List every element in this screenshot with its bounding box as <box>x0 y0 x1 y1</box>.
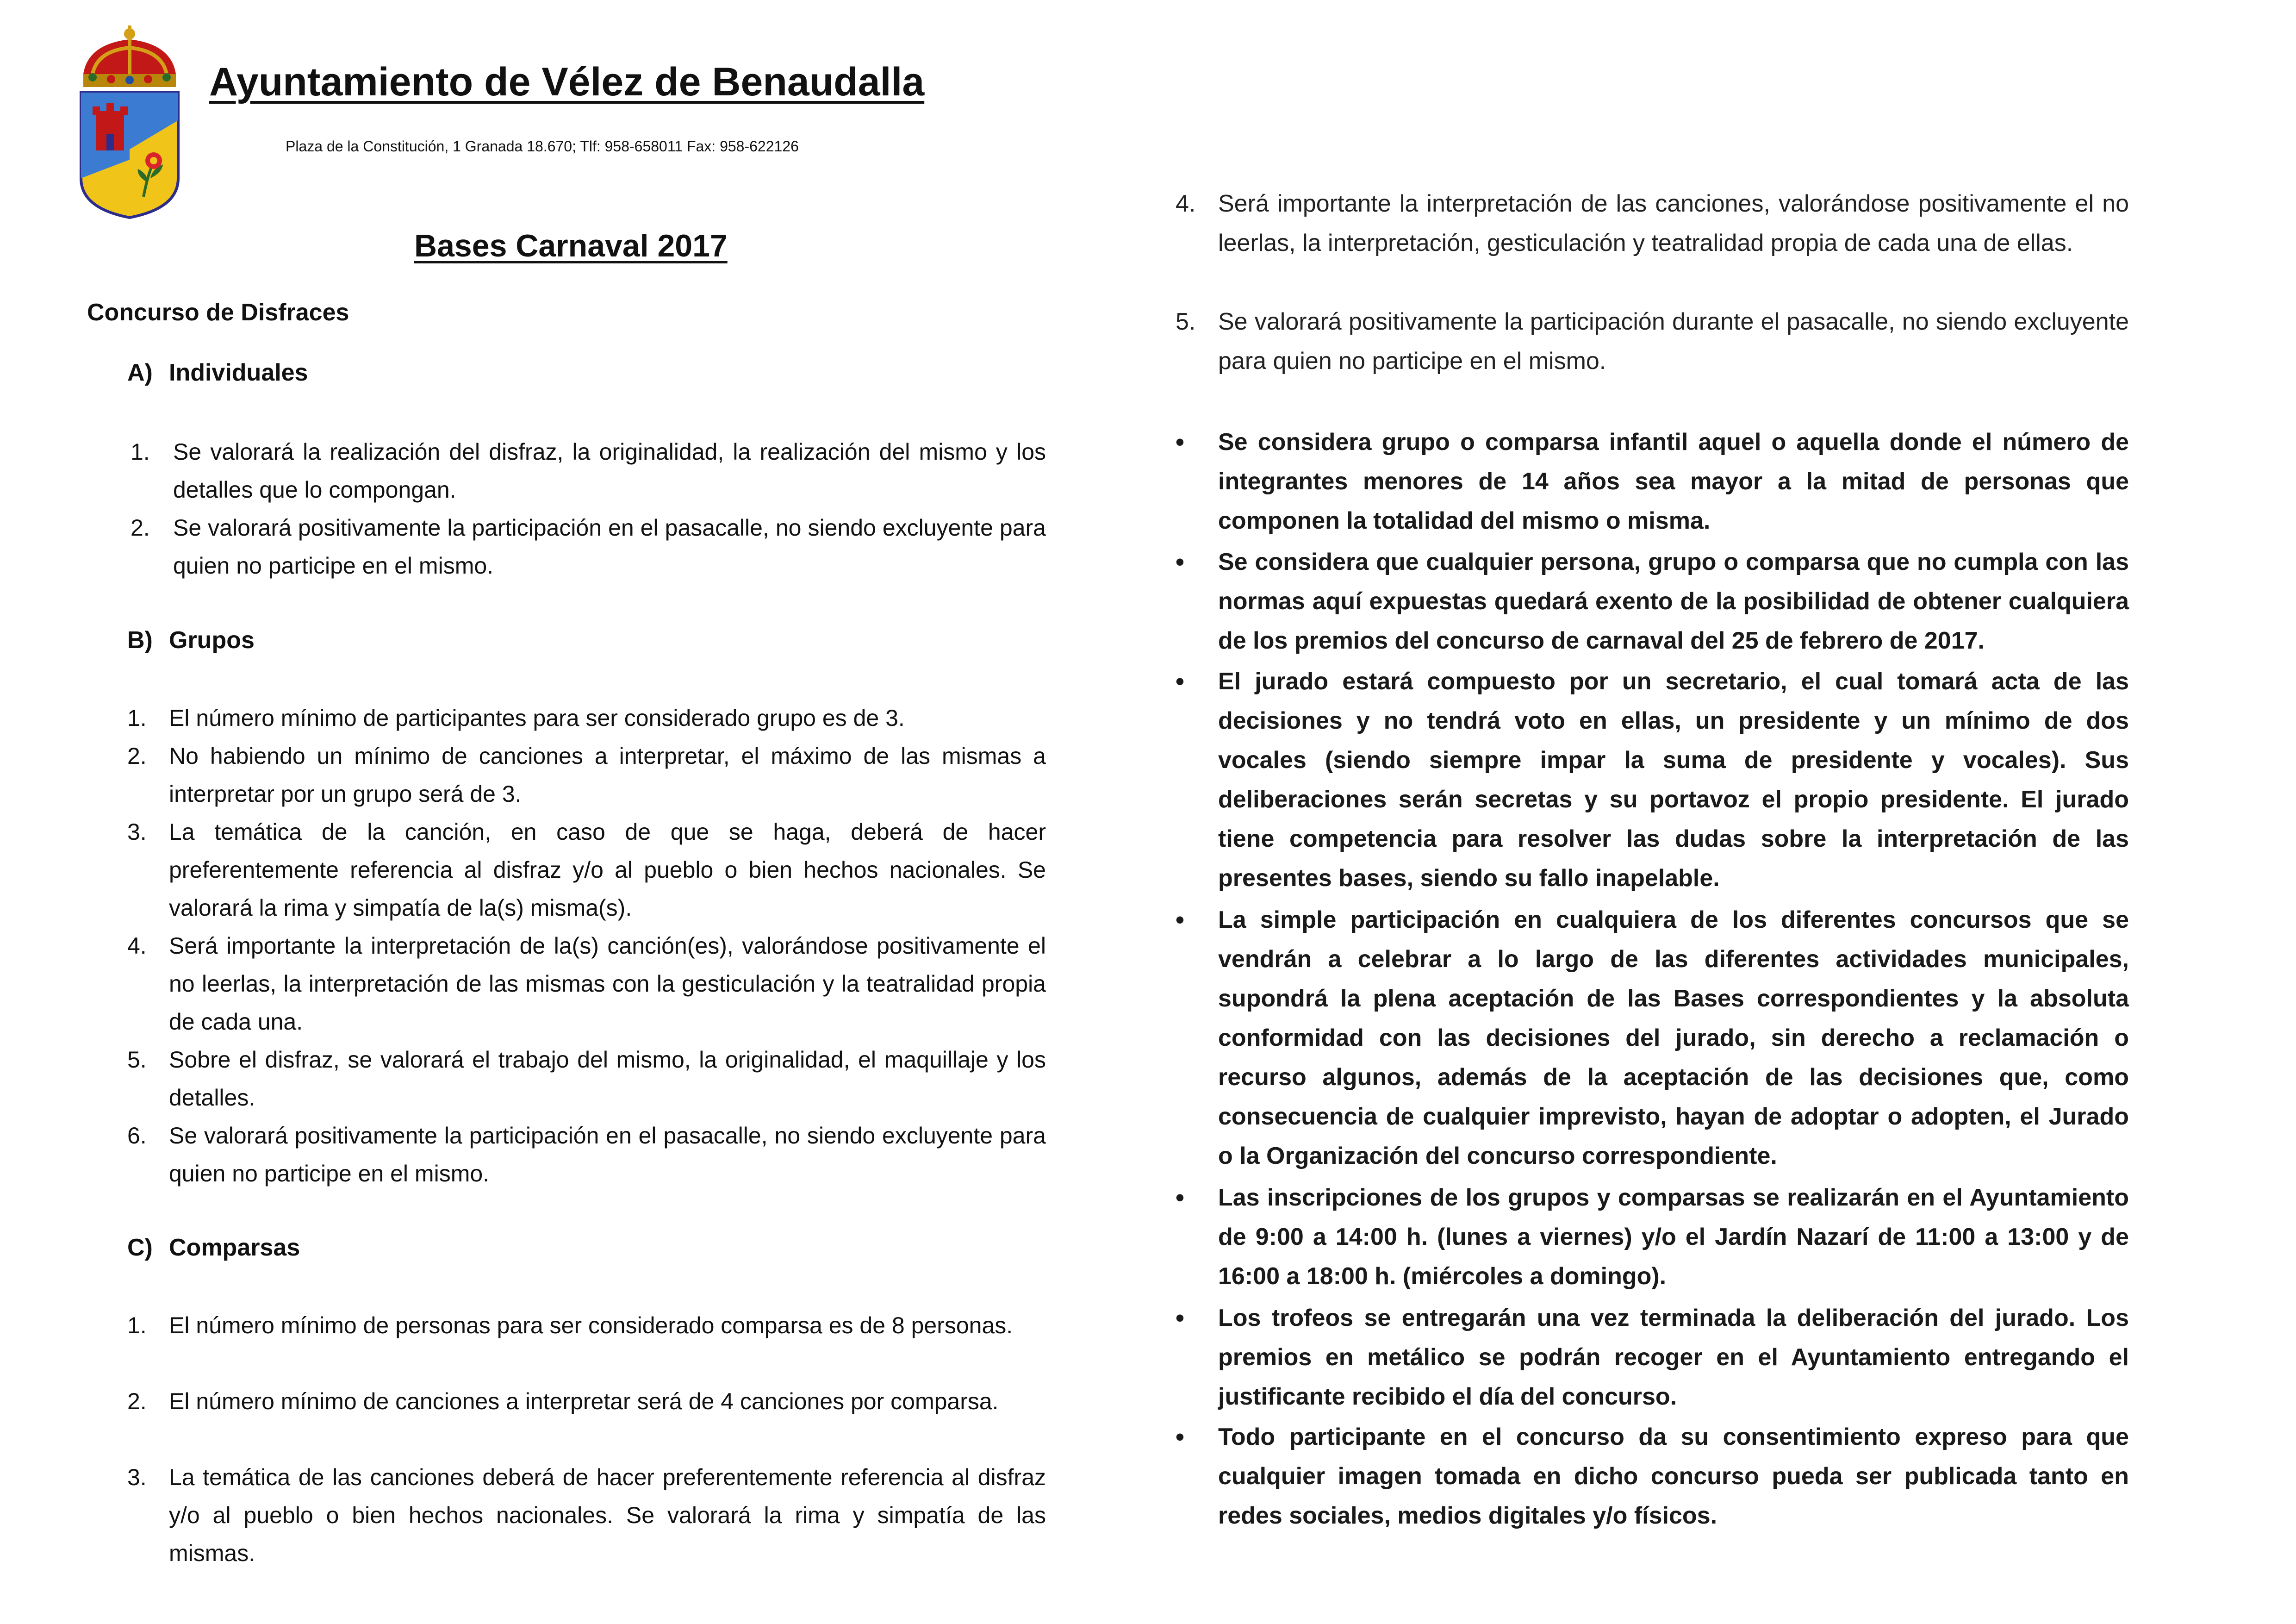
list-item <box>127 1117 1046 1193</box>
crown-icon <box>83 25 176 87</box>
rule-text: El jurado estará compuesto por un secretario, el cual tomará acta de las decisiones y no tendrá voto en ellas, un presidente y un mínimo de dos vocales (siendo siempre impar la suma de presidente y vocales). Sus deliberaciones serán secretas y su portavoz el propio presidente. El jurado tiene competencia para resolver las dudas sobre la interpretación de las presentes bases, siendo su fallo inapelable. <box>1218 668 2129 892</box>
bullet-icon: • <box>1176 548 1184 576</box>
list-item-text: La temática de las canciones deberá de hacer preferentemente referencia al disfraz y/o al pueblo o bien hechos nacionales. Se valorará la rima y simpatía de las mismas. <box>169 1464 1046 1566</box>
coat-of-arms-logo <box>74 25 185 220</box>
bullet-icon: • <box>1176 428 1184 456</box>
organization-name: Ayuntamiento de Vélez de Benaudalla <box>209 60 925 104</box>
list-item <box>1176 302 2129 381</box>
list-item-text: La temática de la canción, en caso de que se haga, deberá de hacer preferentemente referencia al disfraz y/o al pueblo o bien hechos nacionales. Se valorará la rima y simpatía de la(s) misma(s). <box>169 819 1046 921</box>
list-item <box>127 1306 1046 1344</box>
bullet-icon: • <box>1176 1184 1184 1212</box>
rule-text: Los trofeos se entregarán una vez terminada la deliberación del jurado. Los premios en metálico se podrán recoger en el Ayuntamiento entregando el justificante recibido el día del concurso. <box>1218 1305 2129 1410</box>
section-c-heading <box>127 1234 300 1262</box>
rule-text: La simple participación en cualquiera de los diferentes concursos que se vendrán a celebrar a lo largo de las diferentes actividades municipales, supondrá la plena aceptación de las Bases correspondientes y la absoluta conformidad con las decisiones del jurado, sin derecho a reclamación o recurso algunos, además de la aceptación de las decisiones que, como consecuencia de cualquier imprevisto, hayan de adoptar o adopten, el Jurado o la Organización del concurso correspondiente. <box>1218 906 2129 1169</box>
list-item-number: 1. <box>127 705 147 731</box>
list-item-number: 2. <box>127 743 147 769</box>
rule-item <box>1176 543 2129 661</box>
bullet-icon: • <box>1176 1423 1184 1451</box>
bullet-icon: • <box>1176 1304 1184 1332</box>
list-item-number: 1. <box>127 1312 147 1338</box>
rule-item <box>1176 1299 2129 1417</box>
section-c-label: Comparsas <box>169 1234 300 1261</box>
bullet-icon: • <box>1176 906 1184 934</box>
list-item-number: 2. <box>127 1388 147 1414</box>
rule-item <box>1176 662 2129 898</box>
section-b-label: Grupos <box>169 627 255 654</box>
list-item-text: El número mínimo de personas para ser considerado comparsa es de 8 personas. <box>169 1312 1013 1338</box>
list-item <box>127 1382 1046 1420</box>
list-item-text: Se valorará la realización del disfraz, la originalidad, la realización del mismo y los detalles que lo compongan. <box>173 439 1046 503</box>
rule-text: Todo participante en el concurso da su consentimiento expreso para que cualquier imagen tomada en dicho concurso pueda ser publicada tanto en redes sociales, medios digitales y/o físicos. <box>1218 1424 2129 1529</box>
list-item-number: 1. <box>131 439 150 465</box>
list-item-text: Se valorará positivamente la participación en el pasacalle, no siendo excluyente para quien no participe en el mismo. <box>169 1123 1046 1187</box>
list-item <box>127 813 1046 927</box>
list-item-number: 4. <box>127 933 147 959</box>
rule-text: Las inscripciones de los grupos y comparsas se realizarán en el Ayuntamiento de 9:00 a 14:00 h. (lunes a viernes) y/o el Jardín Nazarí de 11:00 a 13:00 y de 16:00 a 18:00 h. (miércoles a domingo). <box>1218 1184 2129 1290</box>
rule-item <box>1176 1418 2129 1536</box>
section-c-letter: C) <box>127 1234 153 1261</box>
section-a-heading <box>127 359 308 387</box>
list-item-text: Será importante la interpretación de la(s) canción(es), valorándose positivamente el no leerlas, la interpretación de las mismas con la gesticulación y la teatralidad propia de cada una. <box>169 933 1046 1035</box>
list-item-text: Se valorará positivamente la participación en el pasacalle, no siendo excluyente para quien no participe en el mismo. <box>173 515 1046 579</box>
list-item <box>1176 184 2129 263</box>
document-title: Bases Carnaval 2017 <box>414 228 728 263</box>
rule-item <box>1176 900 2129 1176</box>
list-item-text: Se valorará positivamente la participación durante el pasacalle, no siendo excluyente para quien no participe en el mismo. <box>1218 308 2129 375</box>
list-item-text: Sobre el disfraz, se valorará el trabajo del mismo, la originalidad, el maquillaje y los detalles. <box>169 1047 1046 1111</box>
rule-text: Se considera que cualquier persona, grupo o comparsa que no cumpla con las normas aquí expuestas quedará exento de la posibilidad de obtener cualquiera de los premios del concurso de carnaval del 25 de febrero de 2017. <box>1218 549 2129 654</box>
list-item-number: 2. <box>131 515 150 541</box>
list-item-number: 5. <box>127 1047 147 1073</box>
list-item-number: 3. <box>127 1464 147 1490</box>
list-item-number: 3. <box>127 819 147 845</box>
list-item <box>127 1041 1046 1117</box>
list-item-number: 5. <box>1176 308 1196 335</box>
bullet-icon: • <box>1176 668 1184 695</box>
list-item-text: No habiendo un mínimo de canciones a interpretar, el máximo de las mismas a interpretar por un grupo será de 3. <box>169 743 1046 807</box>
list-item <box>127 699 1046 737</box>
organization-address: Plaza de la Constitución, 1 Granada 18.670; Tlf: 958-658011 Fax: 958-622126 <box>286 138 799 155</box>
list-item <box>127 927 1046 1041</box>
shield-icon <box>81 93 178 218</box>
section-a-letter: A) <box>127 359 153 386</box>
list-item-text: Será importante la interpretación de las canciones, valorándose positivamente el no leerlas, la interpretación, gesticulación y teatralidad propia de cada una de ellas. <box>1218 190 2129 256</box>
rule-item <box>1176 1178 2129 1296</box>
list-item-number: 6. <box>127 1123 147 1149</box>
list-item-number: 4. <box>1176 190 1196 217</box>
section-a-label: Individuales <box>169 359 308 386</box>
list-item <box>127 1458 1046 1572</box>
list-item <box>131 509 1046 585</box>
list-item-text: El número mínimo de participantes para ser considerado grupo es de 3. <box>169 705 905 731</box>
contest-heading: Concurso de Disfraces <box>87 299 349 326</box>
section-b-heading <box>127 626 255 654</box>
list-item <box>127 737 1046 813</box>
section-b-letter: B) <box>127 627 153 654</box>
list-item <box>131 433 1046 509</box>
list-item-text: El número mínimo de canciones a interpretar será de 4 canciones por comparsa. <box>169 1388 999 1414</box>
rule-item <box>1176 423 2129 541</box>
rule-text: Se considera grupo o comparsa infantil aquel o aquella donde el número de integrantes menores de 14 años sea mayor a la mitad de personas que componen la totalidad del mismo o misma. <box>1218 429 2129 534</box>
